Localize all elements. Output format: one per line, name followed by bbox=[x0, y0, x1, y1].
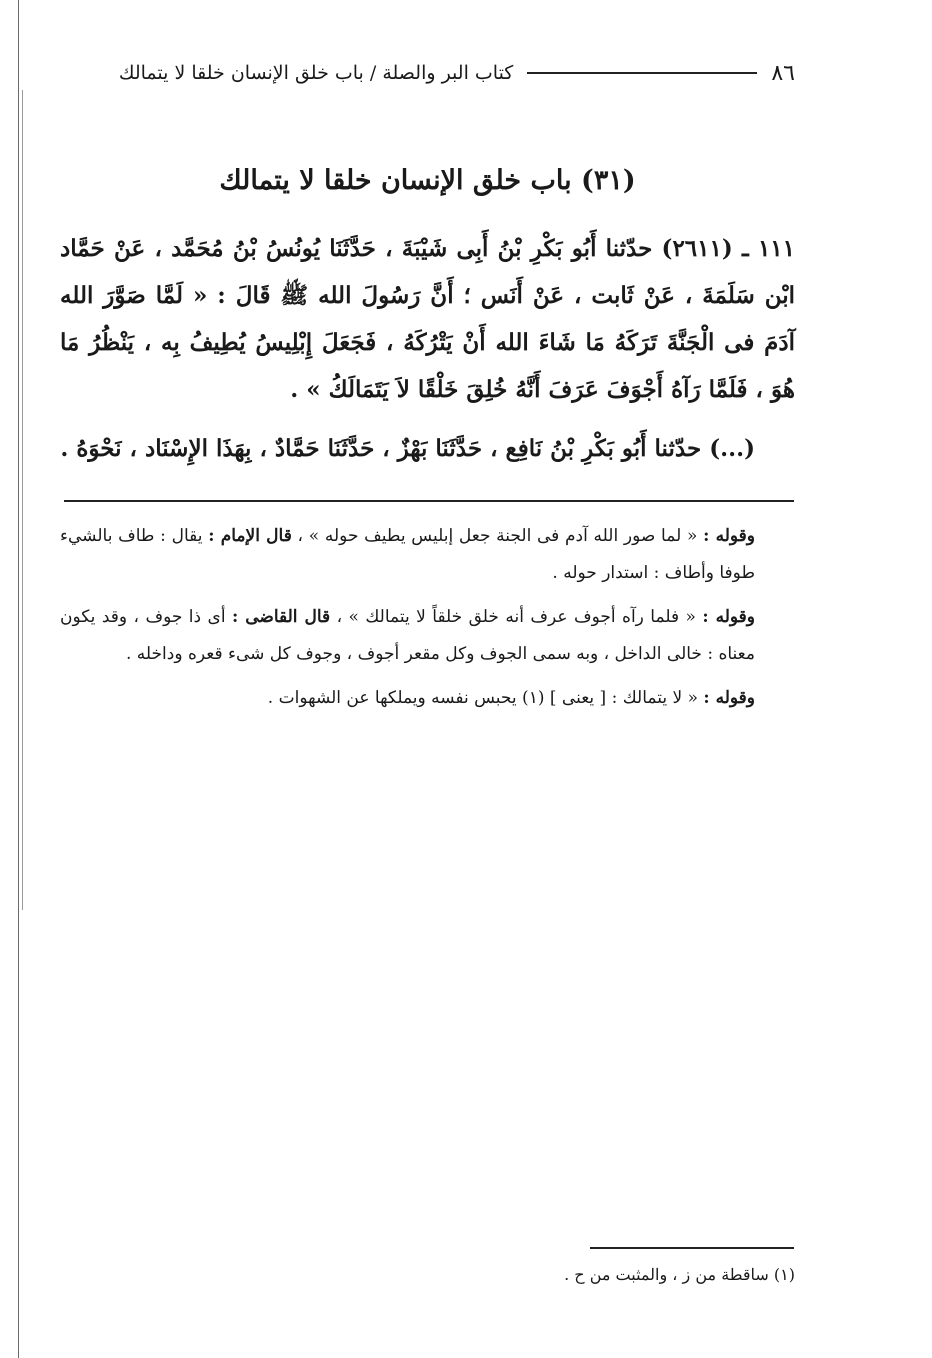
hadith-alternate-chain: (...) حدّثنا أَبُو بَكْرِ بْنُ نَافِع ، حَدَّثَنَا بَهْزٌ ، حَدَّثَنَا حَمَّادٌ ، بِهَذَا الإِسْنَاد ، نَحْوَهُ . bbox=[60, 435, 755, 462]
header-rule bbox=[527, 72, 757, 74]
binding-shadow-line bbox=[22, 90, 23, 910]
commentary-rest: أى ذا جوف ، وقد يكون معناه : خالى الداخل ، وبه سمى الجوف وكل مقعر أجوف ، وجوف كل شىء قعره وداخله . bbox=[60, 607, 755, 664]
commentary-speaker: قال القاضى : bbox=[232, 607, 331, 627]
commentary bbox=[60, 518, 795, 724]
binding-edge-line bbox=[18, 0, 19, 1358]
commentary-separator bbox=[64, 500, 794, 502]
commentary-lead: وقوله : bbox=[702, 607, 755, 627]
commentary-lead: وقوله : bbox=[703, 688, 755, 708]
commentary-quote: « لا يتمالك : [ يعنى ] (١) يحبس نفسه ويملكها عن الشهوات . bbox=[267, 688, 698, 708]
hadith-text bbox=[60, 225, 795, 413]
commentary-quote: « لما صور الله آدم فى الجنة جعل إبليس يطيف حوله » ، bbox=[297, 526, 698, 546]
footnote-separator bbox=[590, 1247, 794, 1249]
running-title: كتاب البر والصلة / باب خلق الإنسان خلقا لا يتمالك bbox=[118, 62, 514, 84]
commentary-lead: وقوله : bbox=[703, 526, 755, 546]
commentary-paragraph bbox=[60, 599, 795, 673]
commentary-paragraph bbox=[60, 680, 795, 717]
chapter-title: (٣١) باب خلق الإنسان خلقا لا يتمالك bbox=[219, 165, 636, 196]
hadith-body: ١١١ ـ (٢٦١١) حدّثنا أَبُو بَكْرِ بْنُ أَبِى شَيْبَةَ ، حَدَّثَنَا يُونُسُ بْنُ مُحَمَّد ، عَنْ حَمَّاد ابْن سَلَمَةَ ، عَنْ ثَابت ، عَنْ أَنَس ؛ أَنَّ رَسُولَ الله ﷺ قَالَ : « لَمَّا صَوَّرَ الله آدَمَ فى الْجَنَّةَ تَرَكَهُ مَا شَاءَ الله أَنْ يَتْرُكَهُ ، فَجَعَلَ إِبْلِيسُ يُطِيفُ بِه ، يَنْظُرُ مَا هُوَ ، فَلَمَّا رَآهُ أَجْوَفَ عَرَفَ أَنَّهُ خُلِقَ خَلْقًا لاَ يَتَمَالَكُ » . bbox=[60, 235, 795, 403]
footnote: (١) ساقطة من ز ، والمثبت من ح . bbox=[564, 1265, 795, 1284]
running-header bbox=[60, 58, 795, 88]
commentary-speaker: قال الإمام : bbox=[208, 526, 292, 546]
commentary-quote: « فلما رآه أجوف عرف أنه خلق خلقاً لا يتمالك » ، bbox=[336, 607, 696, 627]
page-number: ٨٦ bbox=[771, 60, 795, 86]
commentary-paragraph bbox=[60, 518, 795, 592]
commentary-rest: يقال : طاف بالشيء طوفا وأطاف : استدار حوله . bbox=[60, 526, 755, 583]
